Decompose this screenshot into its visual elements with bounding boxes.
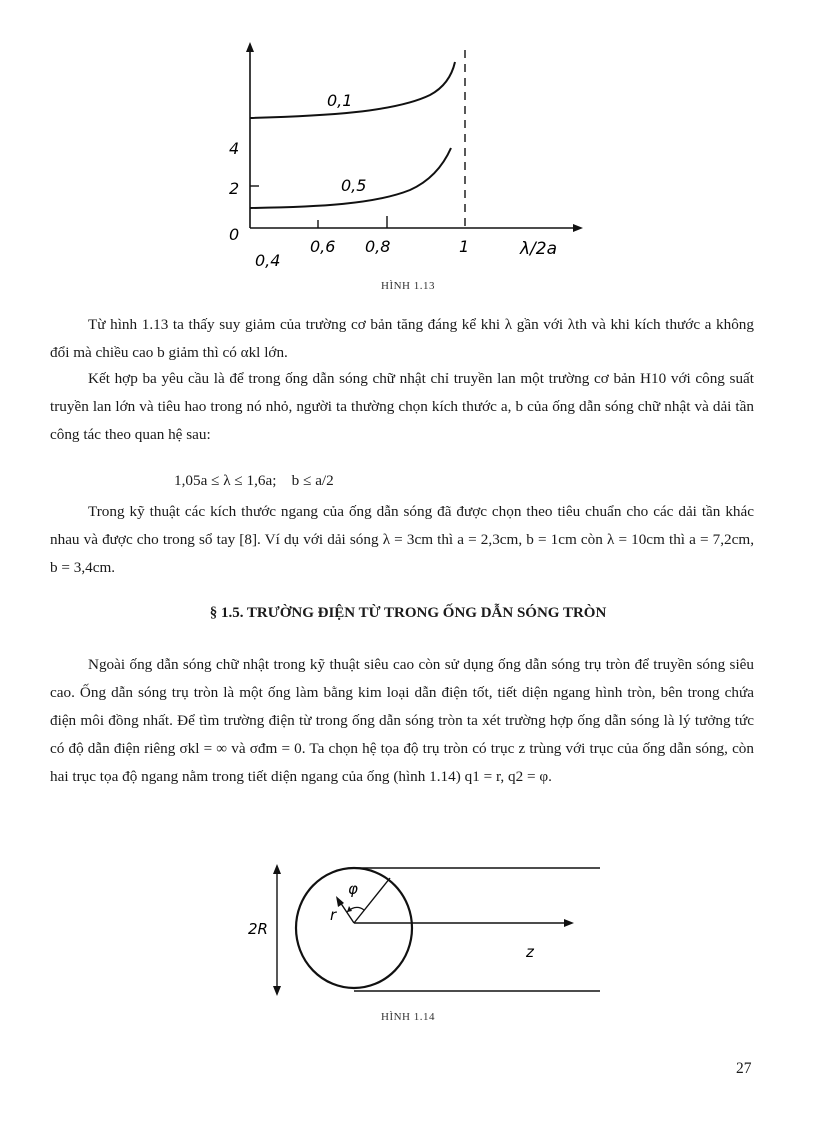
r-vector [340, 902, 354, 923]
curve-label-0-1: 0,1 [327, 91, 353, 110]
page-number: 27 [736, 1060, 752, 1077]
reference-radius [354, 878, 390, 923]
formula: 1,05a ≤ λ ≤ 1,6a; b ≤ a/2 [174, 472, 334, 489]
curve-0-1 [250, 62, 455, 118]
paragraph-3-text: Trong kỹ thuật các kích thước ngang của ống dẫn sóng đã được chọn theo tiêu chuẩn cho các dải tần khác nhau và được cho trong sổ tay [8]. Ví dụ với dải sóng λ = 3cm thì a = 2,3cm, b = 1cm còn λ = 10cm thì a = 7,2cm, b = 3,4cm. [50, 503, 754, 576]
paragraph-2 [50, 365, 754, 449]
curve-label-0-5: 0,5 [341, 176, 367, 195]
paragraph-2-text: Kết hợp ba yêu cầu là để trong ống dẫn sóng chữ nhật chỉ truyền lan một trường cơ bản H10 với công suất truyền lan lớn và tiêu hao trong nó nhỏ, người ta thường chọn kích thước a, b của ống dẫn sóng chữ nhật và dải tần công tác theo quan hệ sau: [50, 370, 754, 443]
x-tick-label-0-6: 0,6 [310, 237, 336, 256]
y-tick-label-2: 2 [229, 179, 240, 198]
y-tick-label-0: 0 [229, 225, 240, 244]
paragraph-4 [50, 651, 754, 791]
paragraph-1 [50, 311, 754, 367]
x-axis-label: λ/2a [520, 239, 558, 259]
figure-1-13-caption: HÌNH 1.13 [381, 280, 435, 292]
x-tick-label-0-8: 0,8 [365, 237, 391, 256]
z-axis-arrow [564, 919, 574, 927]
r-label: r [330, 906, 337, 924]
x-tick-label-0-4: 0,4 [255, 251, 281, 270]
diameter-arrow-top [273, 864, 281, 874]
paragraph-4-text: Ngoài ống dẫn sóng chữ nhật trong kỹ thuật siêu cao còn sử dụng ống dẫn sóng trụ tròn để truyền sóng siêu cao. Ống dẫn sóng trụ tròn là một ống làm bằng kim loại dẫn điện tốt, tiết diện ngang hình tròn, bên trong chứa điện môi đồng nhất. Để tìm trường điện từ trong ống dẫn sóng tròn ta xét trường hợp ống dẫn sóng là lý tưởng tức có độ dẫn điện riêng σkl = ∞ và σđm = 0. Ta chọn hệ tọa độ trụ tròn có trục z trùng với trục của ống dẫn sóng, còn hai trục tọa độ ngang nằm trong tiết diện ngang của ống (hình 1.14) q1 = r, q2 = φ. [50, 656, 754, 785]
y-axis-arrow [246, 42, 254, 52]
figure-1-13 [215, 40, 595, 272]
diameter-arrow-bottom [273, 986, 281, 996]
diameter-label: 2R [248, 920, 268, 938]
section-title: § 1.5. TRƯỜNG ĐIỆN TỪ TRONG ỐNG DẪN SÓNG TRÒN [209, 605, 607, 621]
figure-1-14-caption: HÌNH 1.14 [381, 1011, 435, 1023]
paragraph-1-text: Từ hình 1.13 ta thấy suy giảm của trường cơ bản tăng đáng kể khi λ gần với λth và khi kích thước a không đổi mà chiều cao b giảm thì có αkl lớn. [50, 316, 754, 361]
paragraph-3 [50, 498, 754, 582]
x-axis-arrow [573, 224, 583, 232]
z-label: z [526, 943, 534, 961]
y-tick-label-4: 4 [229, 139, 240, 158]
figure-1-14 [240, 860, 610, 1000]
phi-label: φ [348, 880, 358, 898]
x-tick-label-1: 1 [459, 237, 470, 256]
